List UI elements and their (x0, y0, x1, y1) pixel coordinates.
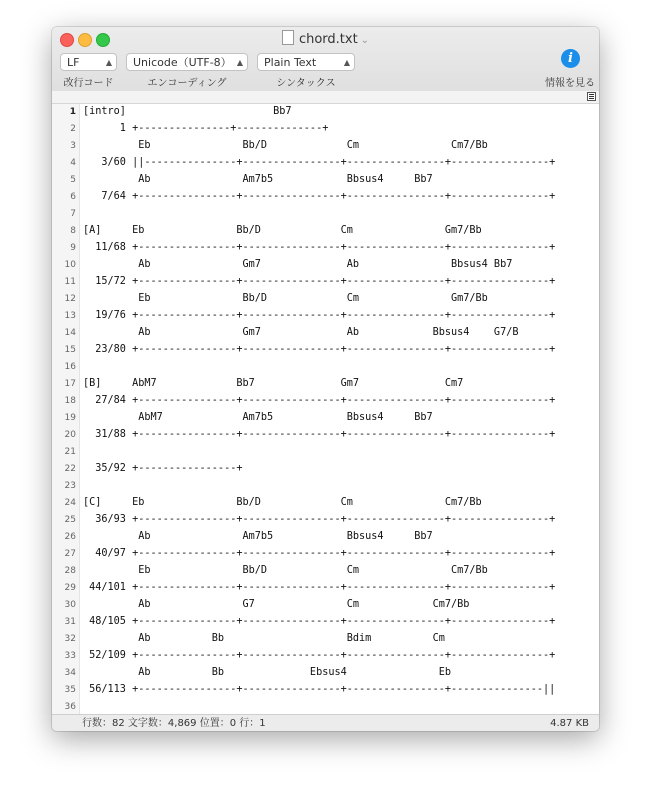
line-number: 25 (64, 515, 76, 525)
text-line[interactable]: Eb Bb/D Cm Gm7/Bb (83, 293, 488, 304)
line-number: 32 (64, 634, 76, 644)
text-line[interactable]: Ab Am7b5 Bbsus4 Bb7 (83, 531, 433, 542)
text-line[interactable]: 19/76 +----------------+----------------+----------------+----------------+ (83, 310, 556, 321)
line-number: 13 (64, 311, 76, 321)
updown-chevron-icon: ▲ (105, 58, 112, 67)
line-number: 20 (64, 430, 76, 440)
line-number: 35 (64, 685, 76, 695)
text-line[interactable]: Ab Gm7 Ab Bbsus4 G7/B (83, 327, 519, 338)
chevron-down-icon: ⌄ (360, 35, 370, 46)
text-line[interactable]: 31/88 +----------------+----------------+----------------+----------------+ (83, 429, 556, 440)
info-label: 情報を見る (545, 78, 595, 89)
line-number: 17 (64, 379, 76, 389)
line-number: 12 (64, 294, 76, 304)
line-number: 11 (64, 277, 76, 287)
info-button[interactable] (561, 49, 580, 68)
line-number: 28 (64, 566, 76, 576)
text-line[interactable]: 1 +---------------+--------------+ (83, 123, 329, 134)
line-number: 19 (64, 413, 76, 423)
text-line[interactable]: [B] AbM7 Bb7 Gm7 Cm7 (83, 378, 464, 389)
line-number: 24 (64, 498, 76, 508)
line-ending-label: 改行コード (63, 78, 114, 89)
text-line[interactable]: 11/68 +----------------+----------------+----------------+----------------+ (83, 242, 556, 253)
line-number: 10 (64, 260, 76, 270)
line-number-gutter (52, 104, 80, 714)
line-number: 4 (70, 158, 76, 168)
text-line[interactable]: Eb Bb/D Cm Cm7/Bb (83, 140, 488, 151)
text-line[interactable]: 3/60 ||---------------+----------------+----------------+----------------+ (83, 157, 556, 168)
status-file-size: 4.87 KB (550, 718, 589, 729)
encoding-popup[interactable]: Unicode（UTF-8） ▲ (126, 53, 248, 71)
text-line[interactable]: 44/101 +----------------+----------------+----------------+----------------+ (83, 582, 556, 593)
info-icon: i (568, 51, 573, 66)
line-ending-popup[interactable]: LF ▲ (60, 53, 117, 71)
line-number: 36 (64, 702, 76, 712)
encoding-label: エンコーディング (147, 78, 227, 89)
text-line[interactable]: 35/92 +----------------+ (83, 463, 243, 474)
line-number: 6 (70, 192, 76, 202)
line-number: 15 (64, 345, 76, 355)
line-number: 5 (70, 175, 76, 185)
updown-chevron-icon: ▲ (343, 58, 350, 67)
line-number: 31 (64, 617, 76, 627)
text-line[interactable]: 27/84 +----------------+----------------+----------------+----------------+ (83, 395, 556, 406)
line-number: 27 (64, 549, 76, 559)
text-line[interactable]: 15/72 +----------------+----------------+----------------+----------------+ (83, 276, 556, 287)
line-number: 7 (70, 209, 76, 219)
line-number: 33 (64, 651, 76, 661)
text-line[interactable]: 52/109 +----------------+----------------+----------------+----------------+ (83, 650, 556, 661)
text-line[interactable]: 56/113 +----------------+----------------+----------------+---------------|| (83, 684, 556, 695)
text-line[interactable]: Ab Gm7 Ab Bbsus4 Bb7 (83, 259, 513, 270)
line-number: 22 (64, 464, 76, 474)
line-number: 2 (70, 124, 76, 134)
window-title[interactable]: chord.txt ⌄ (52, 30, 599, 47)
line-number: 18 (64, 396, 76, 406)
editor-window (52, 27, 599, 731)
text-line[interactable]: 7/64 +----------------+----------------+----------------+----------------+ (83, 191, 556, 202)
line-number: 1 (69, 107, 76, 117)
editor-menu-icon[interactable] (587, 92, 596, 101)
line-number: 29 (64, 583, 76, 593)
text-line[interactable]: 36/93 +----------------+----------------+----------------+----------------+ (83, 514, 556, 525)
text-line[interactable]: Ab Bb Bdim Cm (83, 633, 445, 644)
text-line[interactable]: 40/97 +----------------+----------------+----------------+----------------+ (83, 548, 556, 559)
text-editor[interactable] (52, 104, 599, 714)
line-number: 21 (64, 447, 76, 457)
text-line[interactable]: 48/105 +----------------+----------------+----------------+----------------+ (83, 616, 556, 627)
text-line[interactable]: [C] Eb Bb/D Cm Cm7/Bb (83, 497, 482, 508)
line-number: 14 (64, 328, 76, 338)
line-number: 8 (70, 226, 76, 236)
updown-chevron-icon: ▲ (236, 58, 243, 67)
text-line[interactable]: Ab Bb Ebsus4 Eb (83, 667, 452, 678)
syntax-label: シンタックス (276, 78, 336, 89)
line-number: 30 (64, 600, 76, 610)
document-icon (282, 30, 294, 45)
status-bar (52, 714, 599, 731)
line-number: 16 (64, 362, 76, 372)
text-line[interactable]: [intro] Bb7 (83, 106, 292, 117)
text-line[interactable]: Ab G7 Cm Cm7/Bb (83, 599, 470, 610)
text-line[interactable]: Ab Am7b5 Bbsus4 Bb7 (83, 174, 433, 185)
syntax-popup[interactable]: Plain Text ▲ (257, 53, 355, 71)
text-line[interactable]: [A] Eb Bb/D Cm Gm7/Bb (83, 225, 482, 236)
text-line[interactable]: AbM7 Am7b5 Bbsus4 Bb7 (83, 412, 433, 423)
line-number: 26 (64, 532, 76, 542)
status-stats: 行数：82 文字数：4,869 位置：0 行：1 (82, 718, 266, 729)
text-line[interactable]: 23/80 +----------------+----------------+----------------+----------------+ (83, 344, 556, 355)
editor-header-bar (52, 91, 599, 104)
text-line[interactable]: Eb Bb/D Cm Cm7/Bb (83, 565, 488, 576)
line-number: 9 (70, 243, 76, 253)
line-number: 23 (64, 481, 76, 491)
line-number: 34 (64, 668, 76, 678)
line-number: 3 (70, 141, 76, 151)
